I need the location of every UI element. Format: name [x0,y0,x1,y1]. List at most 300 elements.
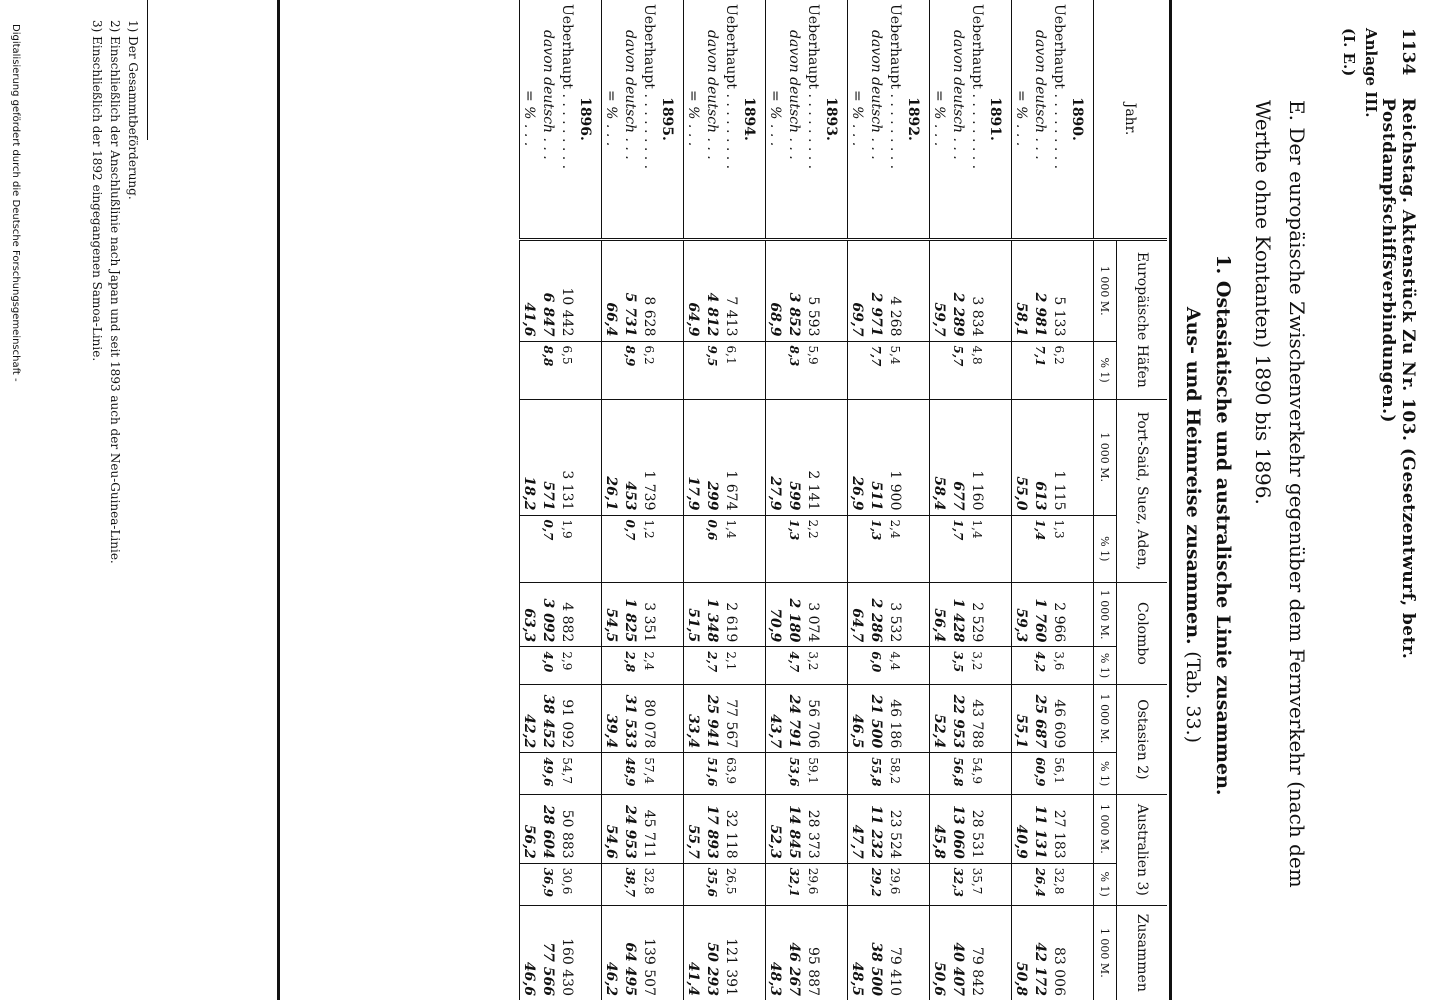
spacer-cell [741,684,766,752]
table-cell: 32,8 [640,863,659,905]
table-cell: 4,8 [968,341,987,399]
jahr-header: Jahr. [1094,0,1168,240]
table-header-row [1117,0,1168,1000]
spacer-cell [987,753,1012,795]
table-cell: 1,7 [949,515,968,583]
table-row [930,0,950,1000]
table-cell: 121 391 [723,938,740,996]
spacer-cell [905,240,930,342]
table-cell: 2,7 [703,647,722,684]
table-cell: 83 006 [1051,947,1068,996]
subtitle [1178,100,1238,950]
table-cell [520,647,540,684]
table-cell [1012,863,1032,905]
table-cell: 7 413 [722,240,741,342]
row-label: davon deutsch . . . [949,0,968,240]
table-row [602,0,622,1000]
table-cell: 55,0 [1012,399,1032,515]
table-cell: 28 604 [539,795,558,864]
spacer-cell [905,905,930,1000]
table-cell [602,863,622,905]
spacer-cell [577,647,602,684]
sub-header: 1 000 M. [1094,583,1117,647]
table-cell: 58,2 [886,753,905,795]
spacer-cell [905,647,930,684]
sub-header: % 1) [1094,515,1117,583]
table-cell: 571 [539,399,558,515]
table-cell: 29,2 [867,863,886,905]
table-cell: 1,3 [785,515,804,583]
anlage-line1: Anlage III. [1362,28,1380,118]
table-cell: 58,1 [1012,240,1032,342]
row-label: = % . . . [1012,0,1032,240]
table-cell: 46,6 [520,905,540,1000]
spacer-cell [659,905,684,1000]
table-cell: 79 842 [969,947,986,996]
table-cell [766,341,786,399]
table-cell: 64,7 [848,583,868,647]
spacer-cell [987,341,1012,399]
table-cell: 5,9 [804,341,823,399]
table-cell: 49,6 [539,753,558,795]
table-cell: 32,8 [1050,863,1069,905]
table-cell: 46,5 [848,684,868,752]
table-cell: 1,3 [1050,515,1069,583]
table-cell: 17,9 [684,399,704,515]
spacer-cell [659,863,684,905]
row-label: davon deutsch . . . [867,0,886,240]
spacer-cell [905,399,930,515]
table-cell: 31 533 [621,684,640,752]
table-cell: 55,7 [684,795,704,864]
spacer-cell [905,795,930,864]
table-cell: 23 524 [886,795,905,864]
spacer-cell [1069,240,1094,342]
spacer-cell [659,240,684,342]
table-cell: 42 172 [1032,942,1049,996]
spacer-cell [659,795,684,864]
year-row [1069,0,1094,1000]
table-cell: 63,9 [722,753,741,795]
table-cell: 1 160 [968,399,987,515]
table-cell: 3 834 [968,240,987,342]
table-cell: 8,9 [621,341,640,399]
footnote: 2) Einschließlich der Anschlußlinie nach Japan und seit 1893 auch der Neu-Guinea-Linie. [108,20,122,564]
table-cell: 1 115 [1050,399,1069,515]
row-label: = % . . . [684,0,704,240]
data-table [519,0,1167,1000]
table-cell: 27,9 [766,399,786,515]
spacer-cell [987,863,1012,905]
year-row [741,0,766,1000]
table-cell: 54,9 [968,753,987,795]
table-cell: 3 092 [539,583,558,647]
table-cell: 26,9 [848,399,868,515]
table-cell: 2 529 [968,583,987,647]
table-cell: 5 731 [621,240,640,342]
spacer-cell [823,795,848,864]
table-cell: 1,3 [867,515,886,583]
table-cell: 39,4 [602,684,622,752]
table-cell: 29,6 [804,863,823,905]
table-row [1031,0,1050,1000]
table-cell: 26,5 [722,863,741,905]
row-label: = % . . . [520,0,540,240]
spacer-cell [741,240,766,342]
table-row [640,0,659,1000]
spacer-cell [823,863,848,905]
spacer-cell [823,341,848,399]
table-cell [1012,515,1032,583]
table-cell: 1,4 [968,515,987,583]
table-cell: 160 430 [559,938,576,996]
spacer-cell [741,341,766,399]
spacer-cell [577,515,602,583]
col-header: Port-Said, Suez, Aden, [1117,399,1168,582]
spacer-cell [659,684,684,752]
table-cell: 50,8 [1012,905,1032,1000]
spacer-cell [823,240,848,342]
spacer-cell [1069,863,1094,905]
year-row [905,0,930,1000]
table-cell: 55,1 [1012,684,1032,752]
table-row [968,0,987,1000]
table-cell [848,863,868,905]
spacer-cell [577,684,602,752]
spacer-cell [577,863,602,905]
spacer-cell [741,515,766,583]
table-cell: 25 687 [1031,684,1050,752]
table-cell: 4,4 [886,647,905,684]
table-cell: 38 452 [539,684,558,752]
table-cell: 2 286 [867,583,886,647]
table-cell: 2 966 [1050,583,1069,647]
table-cell: 46 609 [1050,684,1069,752]
row-label: = % . . . [848,0,868,240]
col-header: Colombo [1117,583,1168,685]
table-cell: 28 373 [804,795,823,864]
table-cell [602,515,622,583]
table-cell: 79 410 [887,947,904,996]
table-cell [930,341,950,399]
table-cell: 1 739 [640,399,659,515]
spacer-cell [659,515,684,583]
table-row [848,0,868,1000]
table-cell: 8 628 [640,240,659,342]
table-row [886,0,905,1000]
page-number: 1134 [1398,28,1418,76]
anlage-line2: (I. E.) [1340,28,1358,77]
table-cell [520,341,540,399]
table-cell: 8,8 [539,341,558,399]
table-cell: 91 092 [558,684,577,752]
table-cell: 26,4 [1031,863,1050,905]
table-cell: 29,6 [886,863,905,905]
table-cell [930,753,950,795]
table-cell: 2 619 [722,583,741,647]
table-cell: 0,7 [539,515,558,583]
table-cell [684,753,704,795]
table-cell: 32,3 [949,863,968,905]
table-cell: 2,4 [886,515,905,583]
table-cell: 48,9 [621,753,640,795]
spacer-cell [1069,795,1094,864]
spacer-cell [905,583,930,647]
spacer-cell [1069,515,1094,583]
spacer-cell [905,684,930,752]
table-cell: 27 183 [1050,795,1069,864]
row-label: Ueberhaupt . . . . . . . . . [886,0,905,240]
table-cell [848,753,868,795]
table-cell: 35,6 [703,863,722,905]
credit-line: Digitalisierung gefördert durch die Deutsche Forschungsgemeinschaft - [10,24,21,382]
col-header: Zusammen [1117,905,1168,1000]
table-cell: 1 825 [621,583,640,647]
table-cell: 64 495 [622,942,639,996]
table-cell: 35,7 [968,863,987,905]
table-cell: 1 760 [1031,583,1050,647]
table-cell: 51,6 [703,753,722,795]
table-cell: 32,1 [785,863,804,905]
table-cell: 6,2 [1050,341,1069,399]
spacer-cell [659,753,684,795]
sub-header: 1 000 M. [1094,795,1117,864]
spacer-cell [1069,684,1094,752]
spacer-cell [577,905,602,1000]
footnote: 1) Der Gesammtbeförderung. [126,20,140,200]
table-cell [766,753,786,795]
spacer-cell [905,753,930,795]
spacer-cell [987,240,1012,342]
table-cell: 59,7 [930,240,950,342]
table-cell: 80 078 [640,684,659,752]
table-cell [520,515,540,583]
table-cell: 3,5 [949,647,968,684]
table-cell: 46,2 [602,905,622,1000]
table-cell: 21 500 [867,684,886,752]
table-cell [684,341,704,399]
footnote-rule [147,0,148,140]
table-cell: 50 883 [558,795,577,864]
page-header [1378,28,1418,980]
table-cell: 9,5 [703,341,722,399]
table-cell: 46 267 [786,942,803,996]
table-cell: 139 507 [641,938,658,996]
table-row [804,0,823,1000]
table-cell [684,647,704,684]
table-cell: 4,0 [539,647,558,684]
table-cell: 56 706 [804,684,823,752]
col-header: Europäische Häfen [1117,240,1168,400]
table-cell [520,863,540,905]
year-row [577,0,602,1000]
table-cell: 3 852 [785,240,804,342]
row-label: = % . . . [602,0,622,240]
table-cell: 33,4 [684,684,704,752]
table-cell: 70,9 [766,583,786,647]
anlage-label [1338,28,1382,118]
spacer-cell [987,515,1012,583]
table-cell: 3 074 [804,583,823,647]
spacer-cell [1069,905,1094,1000]
table-row [867,0,886,1000]
sub-header: 1 000 M. [1094,905,1117,1000]
spacer-cell [659,583,684,647]
table-cell: 55,8 [867,753,886,795]
table-cell: 66,4 [602,240,622,342]
row-label: Ueberhaupt . . . . . . . . . [804,0,823,240]
row-label: Ueberhaupt . . . . . . . . . [640,0,659,240]
spacer-cell [905,515,930,583]
row-label: davon deutsch . . . [703,0,722,240]
table-cell: 7,1 [1031,341,1050,399]
year-row [659,0,684,1000]
table-cell: 42,2 [520,684,540,752]
col-header: Ostasien 2) [1117,684,1168,794]
year-label: 1892. [905,0,930,240]
spacer-cell [741,647,766,684]
table-cell: 45 711 [640,795,659,864]
subtitle-line2 [1178,100,1208,950]
table-cell: 1 900 [886,399,905,515]
spacer-cell [659,341,684,399]
table-cell: 0,7 [621,515,640,583]
table-cell: 38,7 [621,863,640,905]
row-label: davon deutsch . . . [621,0,640,240]
table-cell: 59,3 [1012,583,1032,647]
spacer-cell [741,583,766,647]
sub-header: % 1) [1094,863,1117,905]
table-cell: 58,4 [930,399,950,515]
table-cell: 51,5 [684,583,704,647]
col-header: Australien 3) [1117,795,1168,906]
table-cell: 50,6 [930,905,950,1000]
table-row [766,0,786,1000]
table-row [1012,0,1032,1000]
table-cell [684,515,704,583]
spacer-cell [1069,399,1094,515]
table-cell [930,515,950,583]
table-cell: 95 887 [805,947,822,996]
table-cell: 5,7 [949,341,968,399]
spacer-cell [823,753,848,795]
spacer-cell [905,341,930,399]
table-cell: 2,9 [558,647,577,684]
table-cell: 599 [785,399,804,515]
table-cell [520,753,540,795]
table-cell: 77 567 [722,684,741,752]
table-cell: 299 [703,399,722,515]
table-row [684,0,704,1000]
table-cell: 3,2 [804,647,823,684]
spacer-cell [987,684,1012,752]
table-cell: 4 268 [886,240,905,342]
table-cell: 3,2 [968,647,987,684]
table-cell: 52,4 [930,684,950,752]
table-cell [766,515,786,583]
table-cell: 453 [621,399,640,515]
row-label: davon deutsch . . . [539,0,558,240]
row-label: Ueberhaupt . . . . . . . . . [722,0,741,240]
table-cell: 17 893 [703,795,722,864]
spacer-cell [1069,583,1094,647]
spacer-cell [823,399,848,515]
spacer-cell [659,647,684,684]
table-body [520,0,1094,1000]
subtitle-line2-text: Aus- und Heimreise zusammen. [1182,306,1204,645]
table-cell [684,863,704,905]
table-cell [1012,341,1032,399]
table-cell [1012,647,1032,684]
table-cell: 2 180 [785,583,804,647]
top-rule [1169,0,1172,1000]
spacer-cell [1069,647,1094,684]
spacer-cell [577,399,602,515]
table-cell: 4 882 [558,583,577,647]
table-cell: 7,7 [867,341,886,399]
row-label: Ueberhaupt . . . . . . . . . [558,0,577,240]
table-cell: 13 060 [949,795,968,864]
table-cell: 24 953 [621,795,640,864]
table-cell: 1,9 [558,515,577,583]
table-cell: 43,7 [766,684,786,752]
table-row [703,0,722,1000]
running-title: Reichstag. Aktenstück Zu Nr. 103. (Gesetzentwurf, betr. Postdampfschiffsverbindungen.) [1378,98,1418,660]
spacer-cell [577,753,602,795]
table-cell: 69,7 [848,240,868,342]
sub-header: % 1) [1094,753,1117,795]
table-cell: 3 532 [886,583,905,647]
table-cell: 14 845 [785,795,804,864]
table-cell [930,863,950,905]
table-cell: 60,9 [1031,753,1050,795]
table-cell: 6,2 [640,341,659,399]
subtitle-line1: 1. Ostasiatische und australische Linie zusammen. [1212,254,1234,796]
table-cell: 5 133 [1050,240,1069,342]
table-cell: 48,3 [766,905,786,1000]
table-cell: 64,9 [684,240,704,342]
table-cell: 48,5 [848,905,868,1000]
spacer-cell [577,795,602,864]
table-cell: 2,8 [621,647,640,684]
table-cell: 4,7 [785,647,804,684]
table-cell: 3 131 [558,399,577,515]
row-label: davon deutsch . . . [785,0,804,240]
table-cell: 54,7 [558,753,577,795]
spacer-cell [823,647,848,684]
sub-header: 1 000 M. [1094,684,1117,752]
table-cell: 2,4 [640,647,659,684]
table-cell: 43 788 [968,684,987,752]
table-cell: 5 593 [804,240,823,342]
year-label: 1890. [1069,0,1094,240]
table-cell: 11 232 [867,795,886,864]
table-row [558,0,577,1000]
spacer-cell [987,647,1012,684]
spacer-cell [741,905,766,1000]
table-cell: 1,4 [1031,515,1050,583]
table-cell: 24 791 [785,684,804,752]
row-label: Ueberhaupt . . . . . . . . . [968,0,987,240]
spacer-cell [1069,753,1094,795]
table-cell [766,647,786,684]
table-cell: 8,3 [785,341,804,399]
table-cell [848,647,868,684]
table-cell: 54,6 [602,795,622,864]
table-cell: 56,4 [930,583,950,647]
year-label: 1896. [577,0,602,240]
spacer-cell [577,240,602,342]
